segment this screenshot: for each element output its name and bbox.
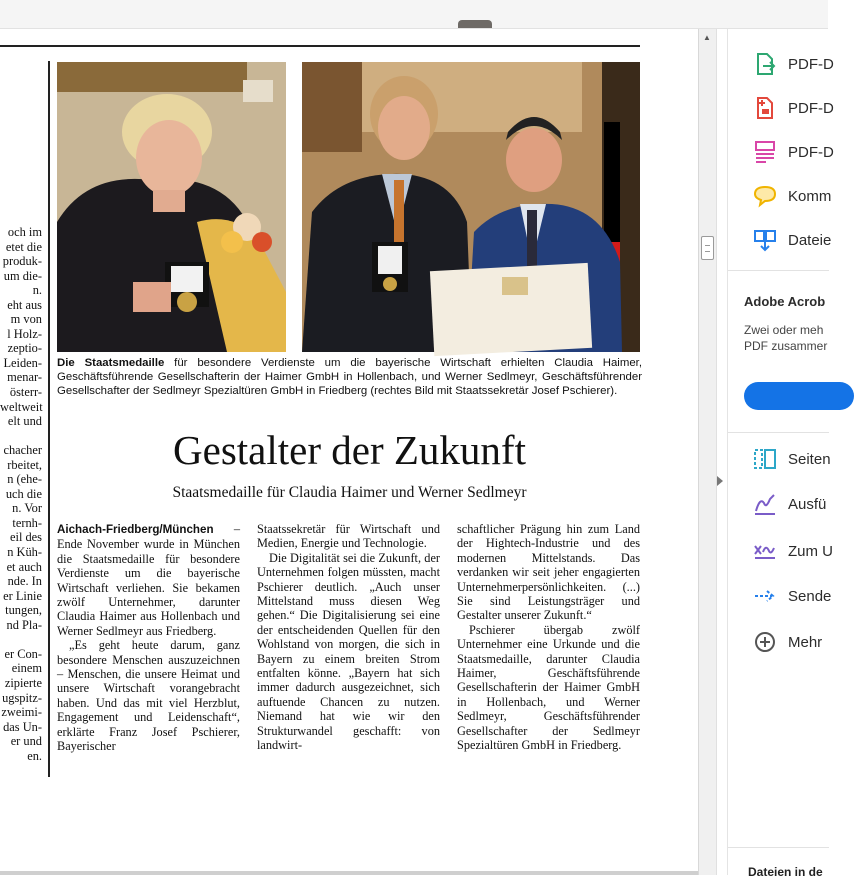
photo-caption: [57, 356, 642, 398]
fragment-line: [0, 429, 42, 444]
panel-separator: [728, 270, 829, 271]
photo-werner-sedlmeyr-image: [302, 62, 640, 352]
fragment-line: n (ehe-: [7, 472, 42, 487]
fragment-line: das Un-: [3, 719, 42, 734]
article-column-3: [457, 522, 640, 753]
fragment-line: en.: [27, 748, 42, 763]
organize-pages-icon: [752, 446, 778, 472]
edit-pdf-icon: [752, 139, 778, 165]
col1-paragraph-1: – Ende November wurde in München die Staatsmedaille für besondere Verdienste um die bayerische Wirtschaft verliehen. Sie bekamen zwölf Unternehmer, darunter Claudia Haimer aus Hollenbach und Werner Sedlmeyr aus Friedberg.: [57, 522, 240, 638]
tool-create-pdf[interactable]: [752, 95, 834, 121]
col1-paragraph-2: „Es geht heute darum, ganz besondere Menschen auszuzeichnen – Menschen, die unsere Heimat und unsere Wirtschaft vorangebracht haben. Und das mit viel Herzblut, Engagement und Leidenschaft“, erklärte Franz Josef Pschierer, Bayerischer: [57, 638, 240, 754]
fragment-line: tungen,: [5, 603, 42, 618]
fragment-line: elt und: [7, 414, 42, 429]
fragment-line: menar-: [7, 370, 42, 385]
promo-text-line-2: PDF zusammer: [744, 339, 828, 353]
vertical-scrollbar[interactable]: [698, 29, 716, 875]
fragment-line: etet die: [5, 239, 42, 254]
tool-comment-label: Komm: [788, 187, 832, 205]
panel-divider[interactable]: [716, 29, 727, 875]
tool-organize-pages-label: Seiten: [788, 450, 831, 468]
tool-combine-files-label: Dateie: [788, 231, 832, 249]
fragment-line: österr-: [9, 385, 42, 400]
fragment-line: n.: [32, 283, 42, 298]
previous-article-fragment: [0, 225, 42, 763]
fragment-line: et auch: [6, 559, 42, 574]
fragment-line: er Linie: [3, 588, 42, 603]
panel-separator: [728, 432, 829, 433]
fragment-line: zweimi-: [1, 705, 42, 720]
tool-send-label: Sende: [788, 587, 832, 605]
fragment-line: weltweit: [0, 399, 43, 414]
col3-paragraph-2: Pschierer übergab zwölf Unternehmer eine Urkunde und die Staatsmedaille, darunter Claudia Haimer, Geschäftsführende Gesellschafterin der Haimer GmbH in Hollenbach, und Werner Sedlmeyr, Geschäftsführender Gesellschafter der Sedlmeyr Spezialtüren GmbH in Friedberg.: [457, 622, 640, 753]
article-column-2: [257, 522, 440, 753]
caption-text: für besondere Verdienste um die bayerische Wirtschaft erhielten Claudia Haimer, Geschäftsführende Gesellschafterin der Haimer GmbH in Hollenbach, und Werner Sedlmeyr, Geschäftsführender Gesellschafter der Sedlmeyr Spezialtüren GmbH in Friedberg (rechtes Bild mit Staatssekretär Josef Pschierer).: [57, 357, 642, 397]
promo-title: Adobe Acrob: [744, 294, 826, 309]
article-subheadline: Staatsmedaille für Claudia Haimer und Werner Sedlmeyr: [172, 484, 527, 501]
tool-create-pdf-label: PDF-D: [788, 99, 834, 117]
fragment-line: einem: [11, 661, 42, 676]
caption-lead: Die Staatsmedaille: [57, 357, 165, 369]
column-rule: [48, 61, 50, 777]
tool-request-signature-label: Zum U: [788, 542, 833, 560]
create-pdf-icon: [752, 95, 778, 121]
fragment-line: zipierte: [4, 675, 42, 690]
fragment-line: n Küh-: [7, 545, 42, 560]
tool-edit-pdf[interactable]: [752, 139, 834, 165]
tool-fill-sign[interactable]: [752, 491, 826, 517]
fragment-line: nde. In: [7, 574, 42, 589]
tools-panel: [727, 29, 834, 879]
fragment-line: er und: [10, 734, 42, 749]
fragment-line: eil des: [10, 530, 42, 545]
fragment-line: [0, 632, 42, 647]
article-column-1: [57, 522, 240, 754]
promo-text: [744, 322, 827, 354]
tool-export-pdf-label: PDF-D: [788, 55, 834, 73]
fragment-line: ugspitz-: [2, 690, 42, 705]
tool-combine-files[interactable]: [752, 227, 831, 253]
fragment-line: nd Pla-: [6, 617, 42, 632]
request-signature-icon: [752, 538, 778, 564]
tool-edit-pdf-label: PDF-D: [788, 143, 834, 161]
fragment-line: ternh-: [12, 515, 42, 530]
top-toolbar: [0, 0, 828, 29]
tool-fill-sign-label: Ausfü: [788, 495, 827, 513]
fragment-line: zeptio-: [7, 341, 42, 356]
article-headline: Gestalter der Zukunft: [173, 427, 526, 473]
dateline: Aichach-Friedberg/München: [57, 523, 214, 536]
send-icon: [752, 583, 778, 609]
export-pdf-icon: [752, 51, 778, 77]
tool-request-signature[interactable]: [752, 538, 833, 564]
photo-werner-sedlmeyr: [302, 62, 640, 352]
tool-more-label: Mehr: [788, 633, 823, 651]
tool-more[interactable]: [752, 629, 822, 655]
fragment-line: produk-: [2, 254, 42, 269]
fragment-line: Leiden-: [3, 355, 42, 370]
page-top-rule: [0, 45, 640, 47]
fragment-line: um die-: [3, 268, 42, 283]
photo-claudia-haimer-image: [57, 62, 286, 352]
tool-organize-pages[interactable]: [752, 446, 831, 472]
photo-claudia-haimer: [57, 62, 286, 352]
tool-send[interactable]: [752, 583, 831, 609]
fragment-line: m von: [10, 312, 42, 327]
fragment-line: l Holz-: [7, 326, 42, 341]
combine-files-icon: [752, 227, 778, 253]
col2-paragraph-1: Staatssekretär für Wirtschaft und Medien, Energie und Technologie.: [257, 522, 440, 551]
comment-icon: [752, 183, 778, 209]
panel-separator: [728, 847, 829, 848]
tool-comment[interactable]: [752, 183, 831, 209]
bottom-scroll-bar[interactable]: [0, 871, 698, 875]
fragment-line: uch die: [5, 486, 42, 501]
fragment-line: eht aus: [7, 297, 42, 312]
fill-sign-icon: [752, 491, 778, 517]
collapse-panel-icon[interactable]: [717, 476, 723, 486]
fragment-line: er Con-: [4, 646, 42, 661]
col2-paragraph-2: Die Digitalität sei die Zukunft, der Unternehmen folgen müssten, macht Pschierer deutlich. „Auch unser Mittelstand muss diesen Weg gehen.“ Die Digitalisierung sei eine der entscheidenden Quellen für den Wohlstand von morgen, die sich in Bayern zu einem breiten Strom entfalten könne. „Bayern hat sich immer dadurch ausgezeichnet, sich auftuende Chancen zu nutzen. Niemand hat wie wir den Strukturwandel geschafft: von landwirt-: [257, 550, 440, 753]
panel-footer-text: Dateien in de: [748, 865, 823, 879]
scrollbar-thumb[interactable]: [701, 236, 714, 260]
toolbar-tab[interactable]: [458, 20, 492, 28]
more-tools-icon: [752, 629, 778, 655]
fragment-line: och im: [7, 225, 42, 239]
scroll-up-icon[interactable]: ▲: [703, 33, 711, 42]
tool-export-pdf[interactable]: [752, 51, 834, 77]
fragment-line: chacher: [3, 443, 42, 458]
fragment-line: rbeitet,: [7, 457, 42, 472]
promo-button[interactable]: [744, 382, 854, 410]
promo-text-line-1: Zwei oder meh: [744, 323, 824, 337]
fragment-line: n. Vor: [12, 501, 42, 516]
col3-paragraph-1: schaftlicher Prägung hin zum Land der Hightech-Industrie und des modernen Mittelstands. Das verdanken wir seit jeher engagierten Unternehmerpersönlichkeiten. (...) Sie sind Leistungsträger und Gestalter unserer Zukunft.“: [457, 522, 640, 623]
document-viewer: [0, 29, 698, 875]
